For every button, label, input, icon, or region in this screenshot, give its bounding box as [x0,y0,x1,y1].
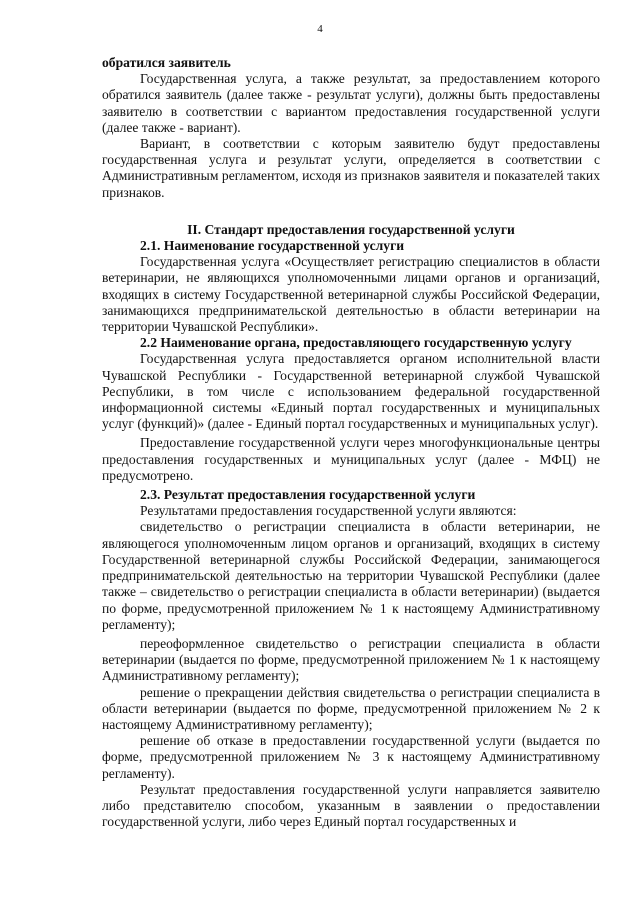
subsection-heading: 2.2 Наименование органа, предоставляющего государственную услугу [140,335,572,351]
page-number: 4 [317,23,323,35]
subsection-heading: 2.1. Наименование государственной услуги [140,238,405,254]
paragraph: Предоставление государственной услуги через многофункциональные центры предоставления государственных и муниципальных услуг (далее - МФЦ) не предусмотрено. [102,435,600,483]
subsection-heading: 2.3. Результат предоставления государственной услуги [140,487,476,503]
document-body [102,55,600,830]
paragraph: Государственная услуга «Осуществляет регистрацию специалистов в области ветеринарии, не являющихся уполномоченными лицами органов и организаций, входящих в систему Государственной ветеринарной службы Российской Федерации, занимающихся предпринимательской деятельностью в области ветеринарии на территории Чувашской Республики». [102,254,600,335]
list-item: решение о прекращении действия свидетельства о регистрации специалиста в области ветеринарии (выдается по форме, предусмотренной приложением № 2 к настоящему Административному регламенту); [102,684,600,732]
list-item: свидетельство о регистрации специалиста в области ветеринарии, не являющегося уполномоченным лицом органов и организаций, входящих в систему Государственной ветеринарной службы Российской Федерации, занимающегося предпринимательской деятельностью на территории Чувашской Республики (далее также – свидетельство о регистрации специалиста в области ветеринарии) (выдается по форме, предусмотренной приложением № 1 к настоящему Административному регламенту); [102,519,600,632]
list-item: переоформленное свидетельство о регистрации специалиста в области ветеринарии (выдается по форме, предусмотренной приложением № 1 к настоящему Административному регламенту); [102,635,600,684]
paragraph: Государственная услуга предоставляется органом исполнительной власти Чувашской Республики - Государственной ветеринарной службой Чувашской Республики, в том числе с использованием федеральной государственной информационной системы «Единый портал государственных и муниципальных услуг (функций)» (далее - Единый портал государственных и муниципальных услуг). [102,351,600,432]
paragraph: Результат предоставления государственной услуги направляется заявителю либо представителю способом, указанным в заявлении о предоставлении государственной услуги, либо через Единый портал государственных и [102,781,600,830]
list-item: решение об отказе в предоставлении государственной услуги (выдается по форме, предусмотренной приложением № 3 к настоящему Административному регламенту). [102,733,600,781]
paragraph: Вариант, в соответствии с которым заявителю будут предоставлены государственная услуга и результат услуги, определяется в соответствии с Административным регламентом, исходя из признаков заявителя и показателей таких признаков. [102,136,600,200]
paragraph: Результатами предоставления государственной услуги являются: [140,503,517,519]
paragraph-continuation: обратился заявитель [102,55,231,70]
paragraph: Государственная услуга, а также результат, за предоставлением которого обратился заявитель (далее также - результат услуги), должны быть предоставлены заявителю в соответствии с вариантом предоставления государственной услуги (далее также - вариант). [102,71,600,135]
section-heading: II. Стандарт предоставления государственной услуги [187,221,515,237]
